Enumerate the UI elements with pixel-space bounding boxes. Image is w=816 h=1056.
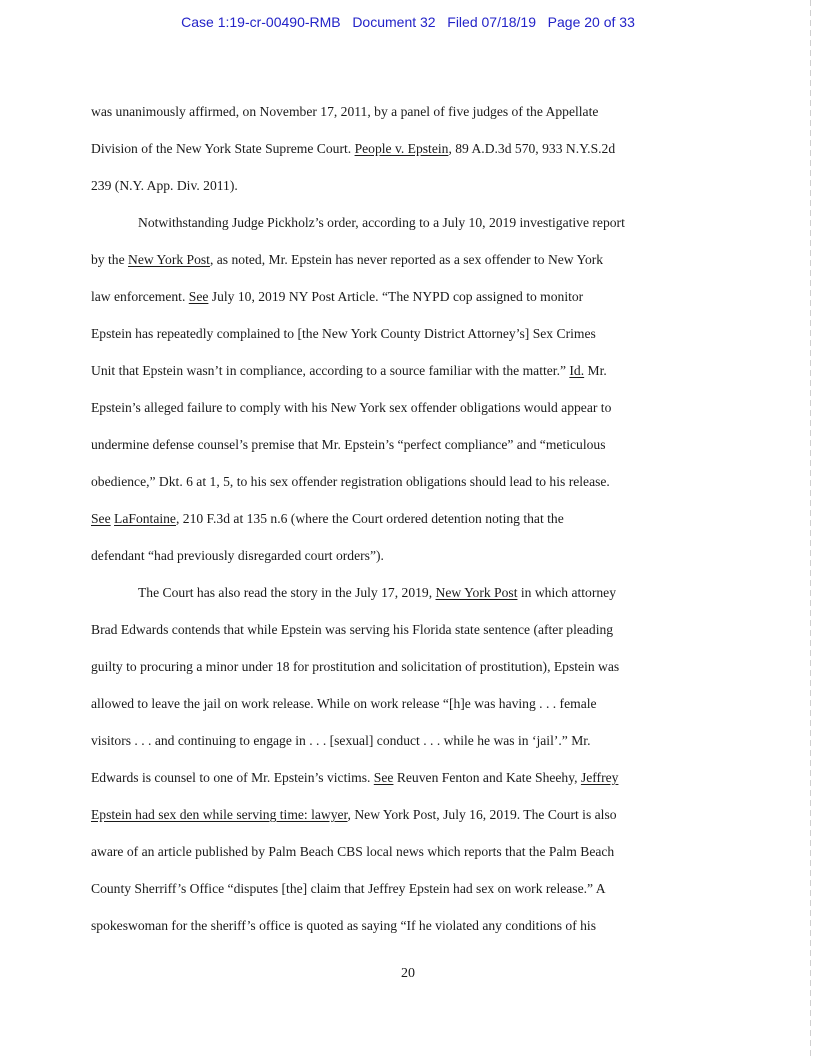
- text-line: [91, 611, 731, 648]
- text-line: [91, 870, 731, 907]
- text-segment: aware of an article published by Palm Beach CBS local news which reports that the Palm Beach: [91, 844, 615, 859]
- text-segment: Brad Edwards contends that while Epstein was serving his Florida state sentence (after pleading: [91, 622, 614, 637]
- text-line: [91, 204, 731, 241]
- text-segment: Epstein has repeatedly complained to [the New York County District Attorney’s] Sex Crimes: [91, 326, 596, 341]
- text-line: [91, 574, 731, 611]
- text-line: [91, 796, 731, 833]
- document-number: Document 32: [352, 14, 436, 30]
- text-segment: Edwards is counsel to one of Mr. Epstein’s victims.: [91, 770, 374, 785]
- text-line: [91, 833, 731, 870]
- text-line: [91, 648, 731, 685]
- underlined-citation: People v. Epstein: [354, 141, 449, 156]
- text-line: [91, 685, 731, 722]
- text-segment: Division of the New York State Supreme Court.: [91, 141, 355, 156]
- text-segment: spokeswoman for the sheriff’s office is quoted as saying “If he violated any conditions of his: [91, 918, 596, 933]
- text-segment: , 89 A.D.3d 570, 933 N.Y.S.2d: [448, 141, 616, 156]
- text-segment: Unit that Epstein wasn’t in compliance, according to a source familiar with the matter.”: [91, 363, 570, 378]
- text-segment: in which attorney: [517, 585, 617, 600]
- text-line: [91, 278, 731, 315]
- text-segment: 239 (N.Y. App. Div. 2011).: [91, 178, 238, 193]
- text-segment: , 210 F.3d at 135 n.6 (where the Court ordered detention noting that the: [175, 511, 564, 526]
- underlined-citation: See: [91, 511, 111, 526]
- case-header: [0, 14, 816, 30]
- underlined-citation: New York Post: [435, 585, 518, 600]
- document-body: [91, 93, 731, 944]
- text-segment: Notwithstanding Judge Pickholz’s order, according to a July 10, 2019 investigative report: [138, 215, 625, 230]
- text-line: [91, 500, 731, 537]
- text-segment: , as noted, Mr. Epstein has never reported as a sex offender to New York: [209, 252, 604, 267]
- text-segment: law enforcement.: [91, 289, 189, 304]
- text-line: [91, 426, 731, 463]
- text-line: [91, 93, 731, 130]
- text-line: [91, 389, 731, 426]
- underlined-citation: Jeffrey: [580, 770, 619, 785]
- text-segment: , New York Post, July 16, 2019. The Court is also: [347, 807, 617, 822]
- text-segment: The Court has also read the story in the July 17, 2019,: [138, 585, 436, 600]
- text-line: [91, 537, 731, 574]
- text-line: [91, 352, 731, 389]
- text-line: [91, 241, 731, 278]
- page-number: 20: [401, 966, 415, 981]
- text-line: [91, 130, 731, 167]
- text-segment: Epstein’s alleged failure to comply with his New York sex offender obligations would appear to: [91, 400, 612, 415]
- page-indicator: Page 20 of 33: [547, 14, 635, 30]
- underlined-citation: See: [188, 289, 209, 304]
- underlined-citation: LaFontaine: [114, 511, 176, 526]
- scan-edge-divider: [810, 0, 811, 1056]
- text-segment: allowed to leave the jail on work release. While on work release “[h]e was having . . . female: [91, 696, 597, 711]
- text-line: [91, 315, 731, 352]
- underlined-citation: Id.: [569, 363, 585, 378]
- text-segment: visitors . . . and continuing to engage in . . . [sexual] conduct . . . while he was in ‘jail’.” Mr.: [91, 733, 591, 748]
- text-line: [91, 759, 731, 796]
- text-segment: Mr.: [584, 363, 607, 378]
- case-number: Case 1:19-cr-00490-RMB: [181, 14, 341, 30]
- text-line: [91, 907, 731, 944]
- text-segment: guilty to procuring a minor under 18 for prostitution and solicitation of prostitution), Epstein was: [91, 659, 620, 674]
- text-segment: undermine defense counsel’s premise that Mr. Epstein’s “perfect compliance” and “meticulous: [91, 437, 606, 452]
- text-segment: July 10, 2019 NY Post Article. “The NYPD cop assigned to monitor: [208, 289, 584, 304]
- underlined-citation: Epstein had sex den while serving time: lawyer: [91, 807, 348, 822]
- underlined-citation: See: [373, 770, 394, 785]
- text-segment: by the: [91, 252, 128, 267]
- text-segment: County Sherriff’s Office “disputes [the] claim that Jeffrey Epstein had sex on work release.” A: [91, 881, 606, 896]
- text-line: [91, 463, 731, 500]
- underlined-citation: New York Post: [128, 252, 210, 267]
- text-line: [91, 722, 731, 759]
- text-segment: was unanimously affirmed, on November 17, 2011, by a panel of five judges of the Appellate: [91, 104, 599, 119]
- text-line: [91, 167, 731, 204]
- text-segment: obedience,” Dkt. 6 at 1, 5, to his sex offender registration obligations should lead to his release.: [91, 474, 610, 489]
- text-segment: Reuven Fenton and Kate Sheehy,: [393, 770, 581, 785]
- filed-date: Filed 07/18/19: [447, 14, 536, 30]
- text-segment: defendant “had previously disregarded court orders”).: [91, 548, 384, 563]
